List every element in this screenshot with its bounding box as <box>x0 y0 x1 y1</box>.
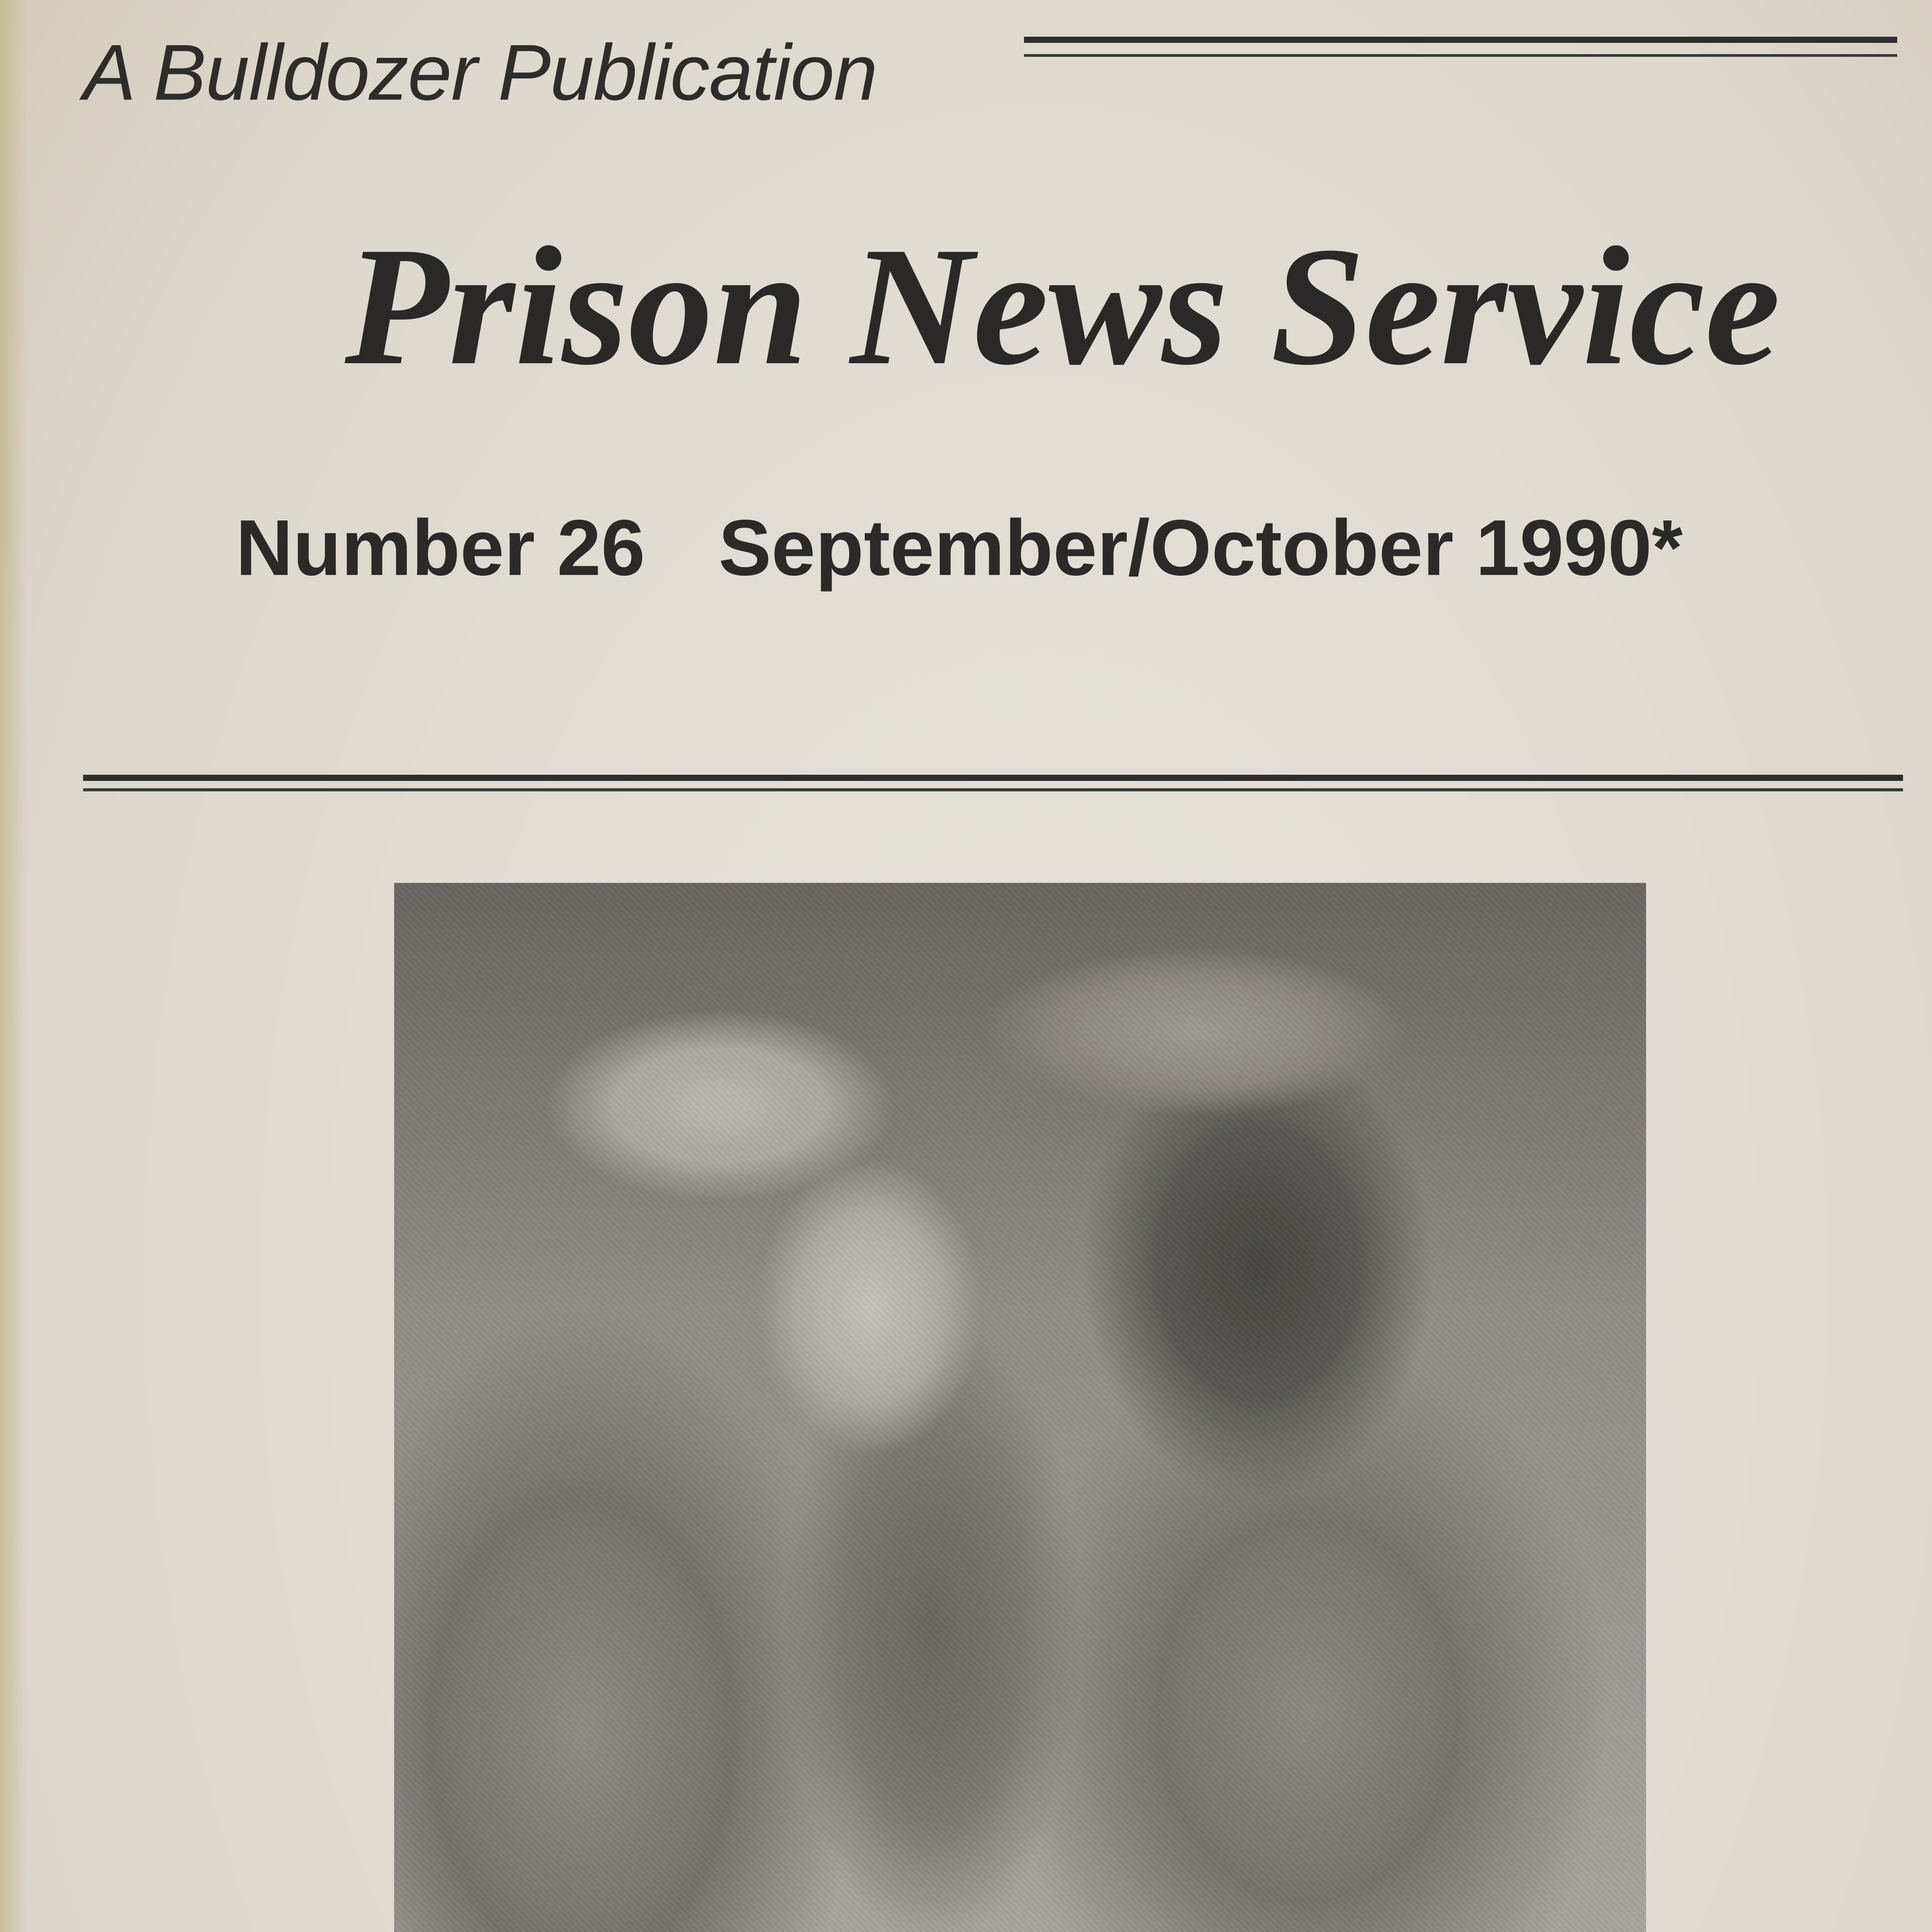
cover-photo-grain <box>394 883 1646 1932</box>
top-rule <box>1024 37 1897 43</box>
section-rule-thin <box>83 788 1903 791</box>
issue-number: Number 26 <box>236 503 645 592</box>
issue-date: September/October 1990* <box>718 503 1683 592</box>
issue-line <box>236 502 1683 594</box>
publisher-line: A Bulldozer Publication <box>83 28 877 117</box>
section-rule <box>83 775 1903 781</box>
top-rule-thin <box>1024 54 1897 57</box>
masthead-title: Prison News Service <box>345 212 1781 400</box>
